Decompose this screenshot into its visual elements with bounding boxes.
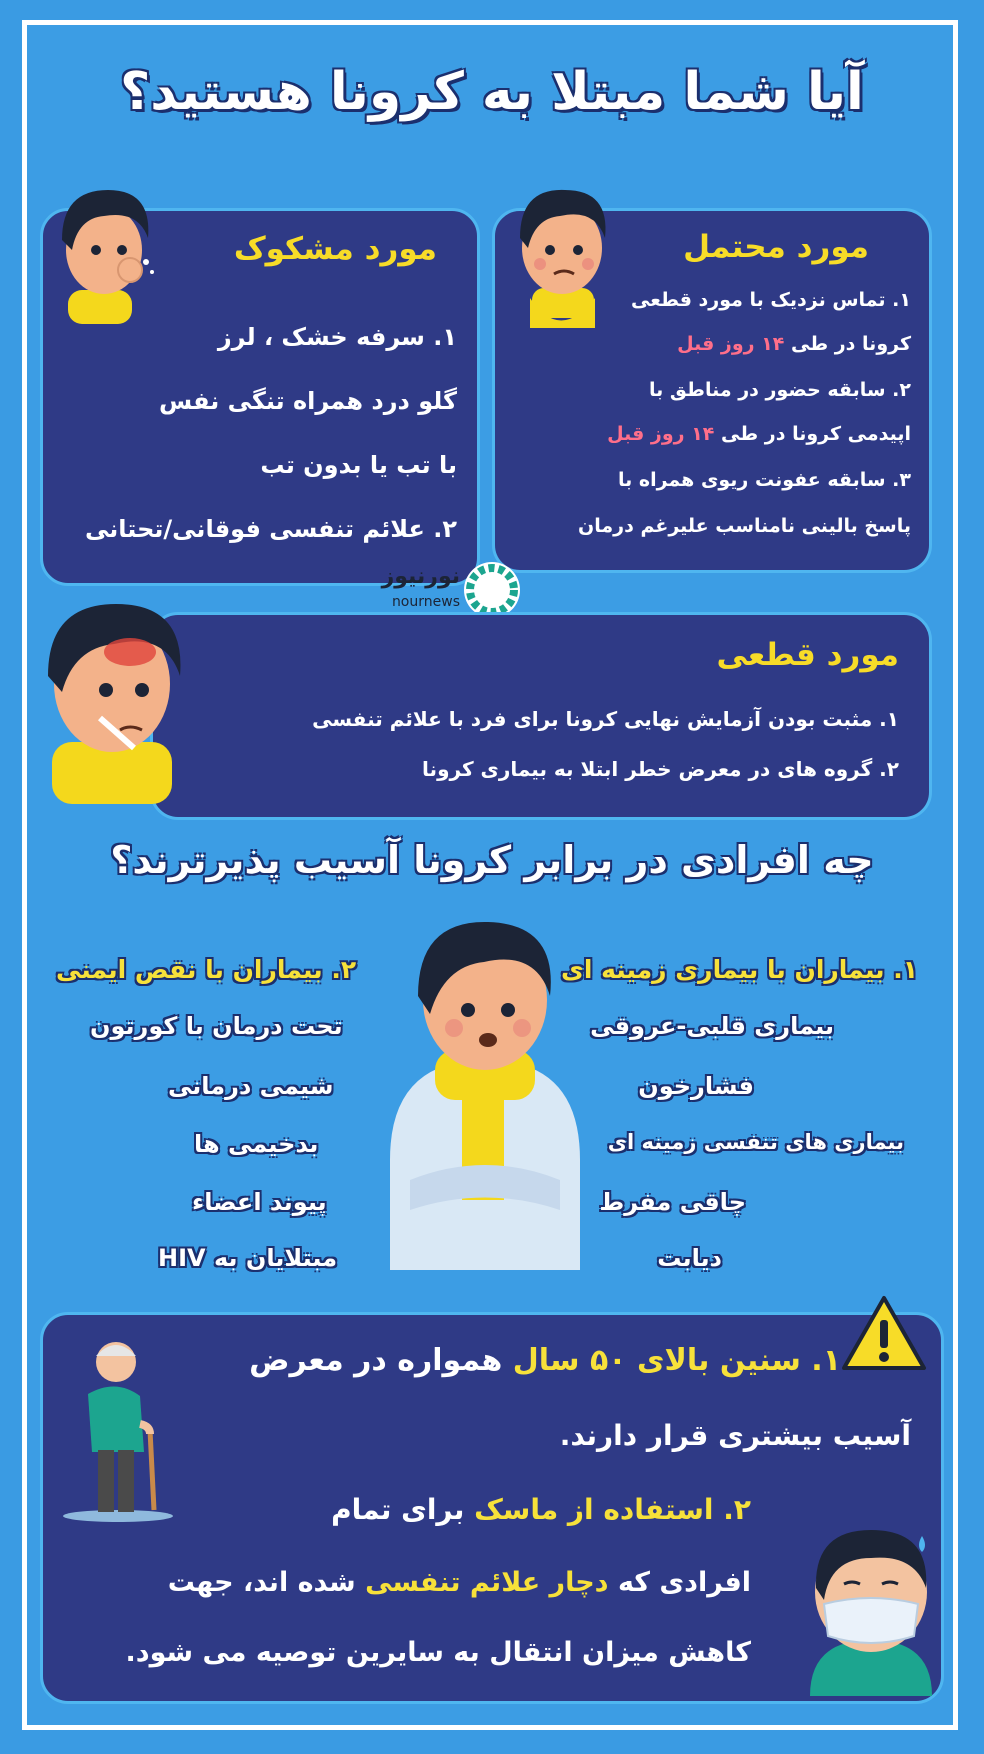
probable-line-4-highlight: ۱۴ روز قبل bbox=[607, 423, 715, 445]
suspected-line-4: ۲. علائم تنفسی فوقانی/تحتانی bbox=[84, 515, 457, 543]
probable-line-1: ۱. تماس نزدیک با مورد قطعی bbox=[631, 289, 911, 311]
masked-boy-illustration bbox=[796, 1500, 946, 1696]
warning-triangle-icon bbox=[840, 1294, 928, 1372]
probable-line-2 bbox=[677, 333, 911, 355]
warning-line-1 bbox=[249, 1343, 841, 1378]
definite-line-1: ۱. مثبت بودن آزمایش نهایی کرونا برای فرد با علائم تنفسی bbox=[312, 707, 899, 731]
warning-1-text: همواره در معرض bbox=[249, 1343, 503, 1378]
worried-man-illustration bbox=[500, 178, 620, 338]
underlying-item-4: چاقی مفرط bbox=[599, 1188, 746, 1216]
immuno-item-1: تحت درمان با کورتون bbox=[90, 1012, 343, 1040]
warning-2-text: برای تمام bbox=[331, 1493, 465, 1526]
immuno-item-5: مبتلایان به HIV bbox=[158, 1244, 338, 1272]
warning-1-highlight: سنین بالای ۵۰ سال bbox=[512, 1343, 801, 1378]
probable-line-2-text: کرونا در طی bbox=[791, 333, 911, 355]
probable-case-title: مورد محتمل bbox=[683, 229, 869, 265]
underlying-item-1: بیماری قلبی-عروقی bbox=[590, 1012, 834, 1040]
warning-line-3 bbox=[331, 1493, 751, 1526]
probable-line-5: ۳. سابقه عفونت ریوی همراه با bbox=[618, 469, 911, 491]
suspected-line-2: گلو درد همراه تنگی نفس bbox=[159, 387, 457, 415]
cold-man-illustration bbox=[370, 910, 600, 1280]
warning-2-highlight: استفاده از ماسک bbox=[474, 1493, 714, 1526]
warning-4-a: افرادی که bbox=[617, 1567, 751, 1598]
coughing-man-illustration bbox=[48, 178, 168, 338]
suspected-case-title: مورد مشکوک bbox=[233, 231, 437, 267]
warning-2-number: ۲. bbox=[723, 1493, 751, 1526]
nournews-logo-mark bbox=[462, 560, 522, 620]
definite-line-2: ۲. گروه های در معرض خطر ابتلا به بیماری کرونا bbox=[422, 757, 899, 781]
page-title: آیا شما مبتلا به کرونا هستید؟ bbox=[120, 62, 864, 122]
definite-case-card bbox=[150, 612, 932, 820]
old-man-illustration bbox=[58, 1334, 178, 1524]
underlying-item-3: بیماری های تنفسی زمینه ای bbox=[607, 1130, 904, 1154]
underlying-item-2: فشارخون bbox=[638, 1072, 754, 1100]
underlying-item-5: دیابت bbox=[657, 1244, 722, 1272]
immunodeficiency-heading: ۲. بیماران با نقص ایمنی bbox=[56, 955, 357, 984]
definite-case-title: مورد قطعی bbox=[716, 637, 899, 673]
warning-4-highlight: دچار علائم تنفسی bbox=[365, 1567, 609, 1598]
warning-4-c: شده اند، جهت bbox=[167, 1567, 356, 1598]
logo-latin-name: nournews bbox=[391, 594, 460, 610]
warning-line-5: کاهش میزان انتقال به سایرین توصیه می شود. bbox=[125, 1637, 751, 1668]
immuno-item-2: شیمی درمانی bbox=[168, 1072, 334, 1100]
warning-1-number: ۱. bbox=[811, 1343, 841, 1378]
suspected-line-1: ۱. سرفه خشک ، لرز bbox=[217, 323, 457, 351]
probable-line-3: ۲. سابقه حضور در مناطق با bbox=[649, 379, 911, 401]
probable-line-4-text: اپیدمی کرونا در طی bbox=[721, 423, 911, 445]
suspected-line-3: با تب یا بدون تب bbox=[260, 451, 457, 479]
underlying-disease-heading: ۱. بیماران با بیماری زمینه ای bbox=[560, 955, 918, 984]
immuno-item-4: پیوند اعضاء bbox=[192, 1188, 327, 1216]
logo-persian-name: نورنیوز bbox=[381, 564, 460, 589]
warning-line-2: آسیب بیشتری قرار دارند. bbox=[559, 1419, 911, 1452]
probable-line-4 bbox=[607, 423, 911, 445]
nournews-logo bbox=[322, 560, 542, 620]
probable-line-6: پاسخ بالینی نامناسب علیرغم درمان bbox=[578, 515, 911, 537]
probable-line-2-highlight: ۱۴ روز قبل bbox=[677, 333, 785, 355]
immuno-item-3: بدخیمی ها bbox=[194, 1130, 319, 1158]
vulnerable-section-title: چه افرادی در برابر کرونا آسیب پذیرترند؟ bbox=[110, 838, 874, 882]
fever-man-illustration bbox=[30, 592, 190, 822]
warning-line-4 bbox=[168, 1567, 751, 1598]
